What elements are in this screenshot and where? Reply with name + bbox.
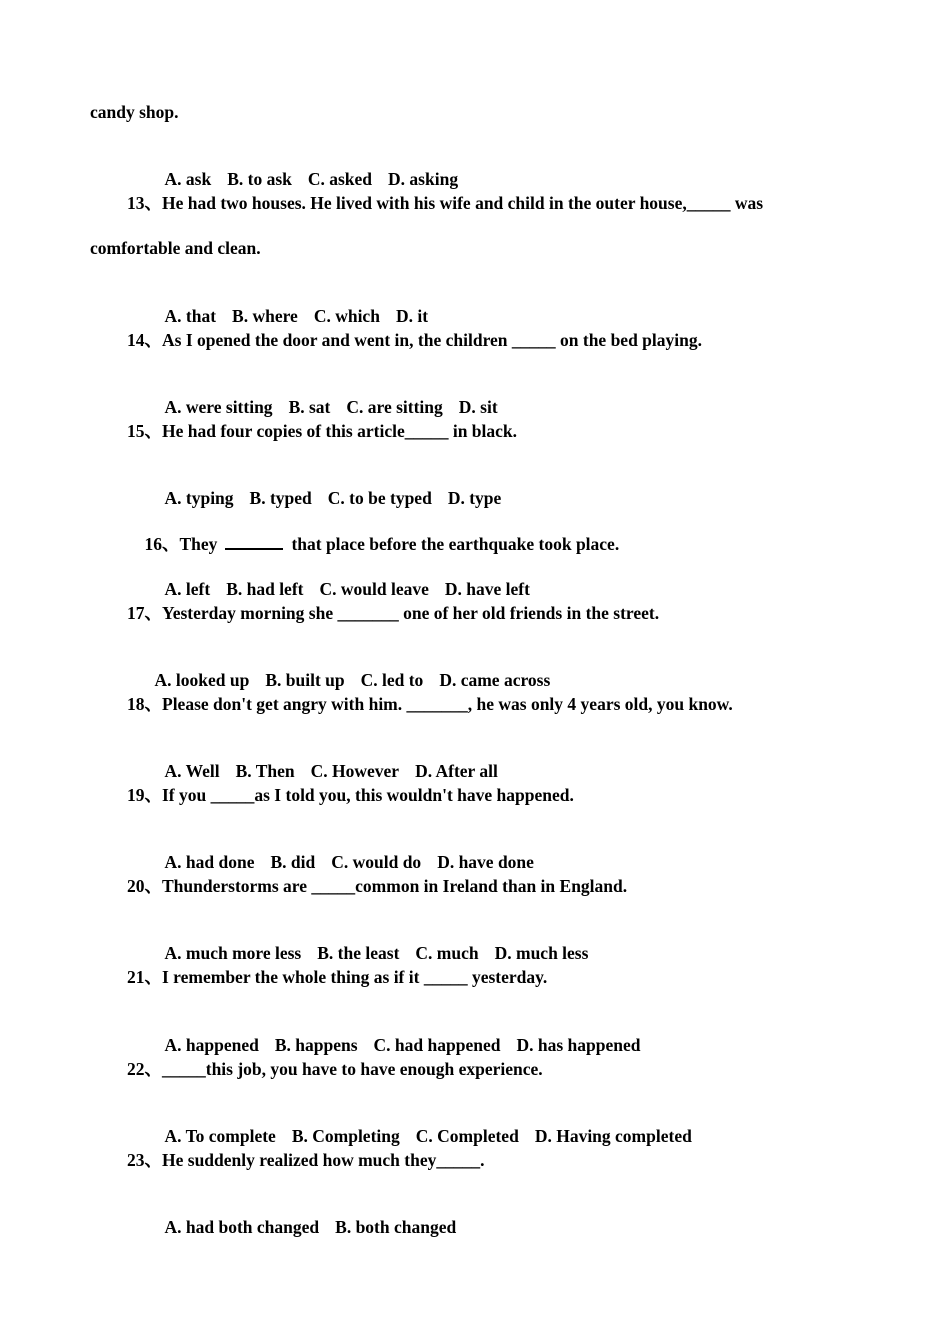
option-c: C. Completed xyxy=(415,1126,519,1146)
option-b: B. had left xyxy=(226,579,304,599)
option-d: D. has happened xyxy=(516,1035,641,1055)
option-d: D. asking xyxy=(388,169,459,189)
option-b: B. the least xyxy=(317,943,400,963)
option-b: B. typed xyxy=(249,488,312,508)
option-d: D. have done xyxy=(437,852,534,872)
question-13-stem: 13、He had two houses. He lived with his wife and child in the outer house,_____ was xyxy=(127,193,764,213)
question-12-stem-continuation: candy shop. xyxy=(90,102,179,122)
option-b: B. sat xyxy=(288,397,331,417)
option-d: D. it xyxy=(395,306,429,326)
option-d: D. came across xyxy=(439,670,551,690)
option-d: D. sit xyxy=(458,397,498,417)
option-c: C. would do xyxy=(331,852,422,872)
option-b: B. both changed xyxy=(335,1217,457,1237)
option-c: C. much xyxy=(415,943,479,963)
option-a: A. left xyxy=(164,579,211,599)
option-a: A. Well xyxy=(164,761,220,781)
question-19-stem: 19、If you _____as I told you, this wouldn't have happened. xyxy=(127,785,574,805)
option-b: B. built up xyxy=(265,670,345,690)
question-13-stem-continuation: comfortable and clean. xyxy=(90,238,261,258)
question-17-stem: 17、Yesterday morning she _______ one of her old friends in the street. xyxy=(127,603,660,623)
answer-blank xyxy=(225,534,283,550)
option-d: D. much less xyxy=(494,943,589,963)
option-c: C. led to xyxy=(360,670,424,690)
option-b: B. happens xyxy=(274,1035,358,1055)
option-b: B. did xyxy=(270,852,316,872)
option-c: C. would leave xyxy=(319,579,429,599)
question-18-stem: 18、Please don't get angry with him. _______, he was only 4 years old, you know. xyxy=(127,694,733,714)
option-b: B. where xyxy=(232,306,298,326)
question-15-stem: 15、He had four copies of this article_____ in black. xyxy=(127,421,518,441)
question-21-stem: 21、I remember the whole thing as if it _____ yesterday. xyxy=(127,967,548,987)
option-b: B. to ask xyxy=(227,169,292,189)
option-a: A. typing xyxy=(164,488,234,508)
option-b: B. Completing xyxy=(291,1126,400,1146)
question-20-stem: 20、Thunderstorms are _____common in Ireland than in England. xyxy=(127,876,628,896)
option-d: D. Having completed xyxy=(534,1126,692,1146)
question-23-options xyxy=(147,1194,456,1260)
option-a: A. To complete xyxy=(164,1126,276,1146)
option-a: A. looked up xyxy=(154,670,250,690)
option-a: A. had both changed xyxy=(164,1217,320,1237)
option-c: C. asked xyxy=(307,169,373,189)
question-16-stem-end: that place before the earthquake took place. xyxy=(291,534,620,554)
option-a: A. ask xyxy=(164,169,212,189)
question-14-stem: 14、As I opened the door and went in, the children _____ on the bed playing. xyxy=(127,330,702,350)
question-16-stem-start: 16、They xyxy=(144,534,218,554)
option-d: D. have left xyxy=(444,579,530,599)
option-c: C. had happened xyxy=(373,1035,501,1055)
option-a: A. were sitting xyxy=(164,397,273,417)
option-c: C. However xyxy=(310,761,400,781)
option-c: C. which xyxy=(313,306,380,326)
option-a: A. that xyxy=(164,306,217,326)
option-c: C. to be typed xyxy=(327,488,432,508)
question-23-stem: 23、He suddenly realized how much they_____. xyxy=(127,1150,485,1170)
option-a: A. had done xyxy=(164,852,255,872)
option-c: C. are sitting xyxy=(346,397,443,417)
option-a: A. happened xyxy=(164,1035,259,1055)
option-d: D. After all xyxy=(415,761,498,781)
option-a: A. much more less xyxy=(164,943,302,963)
option-d: D. type xyxy=(447,488,502,508)
question-22-stem: 22、_____this job, you have to have enough experience. xyxy=(127,1059,543,1079)
option-b: B. Then xyxy=(235,761,295,781)
